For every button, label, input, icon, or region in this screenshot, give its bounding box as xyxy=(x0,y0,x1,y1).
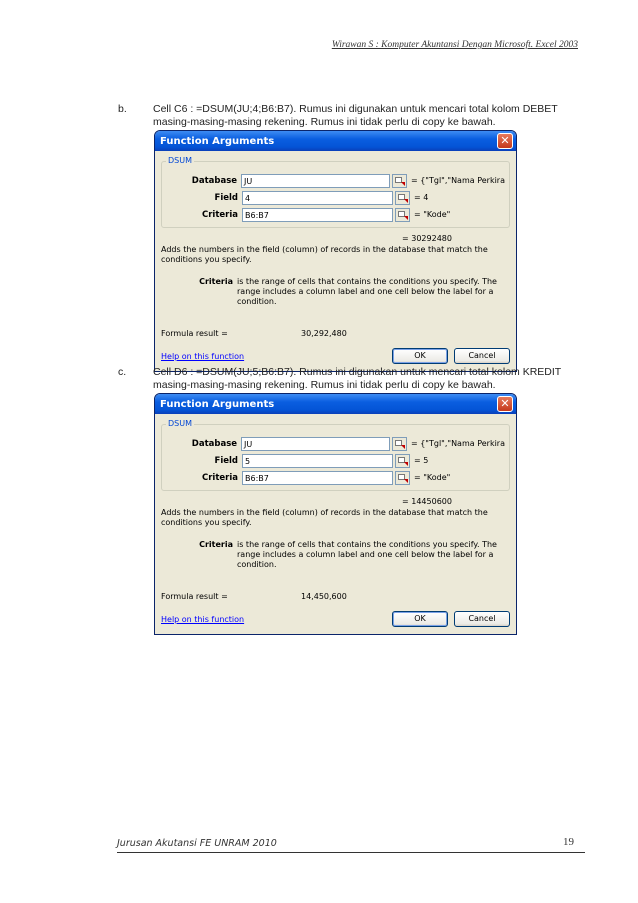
argument-help-text: is the range of cells that contains the conditions you specify. The range includes a column label and one cell below the label for a condition. xyxy=(237,277,497,306)
ok-button[interactable]: OK xyxy=(392,348,448,364)
cancel-button[interactable]: Cancel xyxy=(454,348,510,364)
arg-label: Database xyxy=(191,438,238,449)
function-total: = 30292480 xyxy=(402,234,452,243)
arg-row-database xyxy=(166,435,505,452)
collapse-dialog-icon[interactable] xyxy=(392,437,407,451)
arg-label: Criteria xyxy=(201,472,238,483)
arg-result: = 4 xyxy=(414,193,429,202)
formula-result-label: Formula result = xyxy=(161,329,228,338)
group-label: DSUM xyxy=(168,419,192,428)
item-text-line: Cell C6 : =DSUM(JU;4;B6:B7). Rumus ini digunakan untuk mencari total kolom DEBET xyxy=(153,103,558,115)
help-link[interactable]: Help on this function xyxy=(161,614,245,624)
criteria-input[interactable]: B6:B7 xyxy=(242,208,393,222)
function-arguments-dialog xyxy=(154,130,517,372)
footer-divider xyxy=(117,852,585,853)
function-description: Adds the numbers in the field (column) of records in the database that match the conditions you specify. xyxy=(161,508,488,527)
argument-help-label: Criteria xyxy=(199,540,233,549)
arg-row-criteria xyxy=(166,206,505,223)
item-text-line: masing-masing-masing rekening. Rumus ini tidak perlu di copy ke bawah. xyxy=(153,116,496,128)
function-total: = 14450600 xyxy=(402,497,452,506)
page-number: 19 xyxy=(563,836,574,848)
arg-label: Field xyxy=(214,192,238,203)
dialog-titlebar[interactable] xyxy=(155,394,516,414)
collapse-dialog-icon[interactable] xyxy=(392,174,407,188)
dialog-title: Function Arguments xyxy=(160,135,275,147)
item-marker: b. xyxy=(118,103,127,115)
close-icon[interactable]: ✕ xyxy=(497,133,513,149)
dialog-button-row xyxy=(161,610,510,628)
field-input[interactable]: 4 xyxy=(242,191,393,205)
field-input[interactable]: 5 xyxy=(242,454,393,468)
dialog-button-row xyxy=(161,347,510,365)
item-text-line: masing-masing-masing rekening. Rumus ini tidak perlu di copy ke bawah. xyxy=(153,379,496,391)
arg-row-database xyxy=(166,172,505,189)
help-link[interactable]: Help on this function xyxy=(161,351,245,361)
running-header: Wirawan S : Komputer Akuntansi Dengan Microsoft. Excel 2003 xyxy=(331,40,578,50)
argument-help-text: is the range of cells that contains the conditions you specify. The range includes a column label and one cell below the label for a condition. xyxy=(237,540,497,569)
formula-result-label: Formula result = xyxy=(161,592,228,601)
list-item-c xyxy=(118,366,588,392)
database-input[interactable]: JU xyxy=(241,174,390,188)
arg-row-field xyxy=(166,189,505,206)
arg-label: Database xyxy=(191,175,238,186)
arg-result: = "Kode" xyxy=(414,473,451,482)
arg-result: = {"Tgl","Nama Perkira xyxy=(410,176,505,185)
criteria-input[interactable]: B6:B7 xyxy=(242,471,393,485)
dialog-titlebar[interactable] xyxy=(155,131,516,151)
arg-row-field xyxy=(166,452,505,469)
arg-result: = "Kode" xyxy=(414,210,451,219)
argument-help-label: Criteria xyxy=(199,277,233,286)
dsum-groupbox xyxy=(161,156,510,228)
formula-result-value: 14,450,600 xyxy=(301,592,347,601)
collapse-dialog-icon[interactable] xyxy=(395,454,410,468)
arg-row-criteria xyxy=(166,469,505,486)
formula-result-row xyxy=(161,592,510,604)
argument-help xyxy=(161,277,510,307)
collapse-dialog-icon[interactable] xyxy=(395,471,410,485)
item-marker: c. xyxy=(118,366,127,378)
formula-result-row xyxy=(161,329,510,341)
ok-button[interactable]: OK xyxy=(392,611,448,627)
formula-result-value: 30,292,480 xyxy=(301,329,347,338)
close-icon[interactable]: ✕ xyxy=(497,396,513,412)
collapse-dialog-icon[interactable] xyxy=(395,191,410,205)
database-input[interactable]: JU xyxy=(241,437,390,451)
dsum-groupbox xyxy=(161,419,510,491)
function-arguments-dialog xyxy=(154,393,517,635)
arg-label: Criteria xyxy=(201,209,238,220)
cancel-button[interactable]: Cancel xyxy=(454,611,510,627)
arg-result: = 5 xyxy=(414,456,429,465)
footer-institution: Jurusan Akutansi FE UNRAM 2010 xyxy=(117,838,277,849)
argument-help xyxy=(161,540,510,570)
function-description: Adds the numbers in the field (column) of records in the database that match the conditions you specify. xyxy=(161,245,488,264)
collapse-dialog-icon[interactable] xyxy=(395,208,410,222)
list-item-b xyxy=(118,103,588,129)
item-text-line: Cell D6 : =DSUM(JU;5;B6:B7). Rumus ini digunakan untuk mencari total kolom KREDIT xyxy=(153,366,562,378)
group-label: DSUM xyxy=(168,156,192,165)
arg-result: = {"Tgl","Nama Perkira xyxy=(410,439,505,448)
arg-label: Field xyxy=(214,455,238,466)
dialog-title: Function Arguments xyxy=(160,398,275,410)
